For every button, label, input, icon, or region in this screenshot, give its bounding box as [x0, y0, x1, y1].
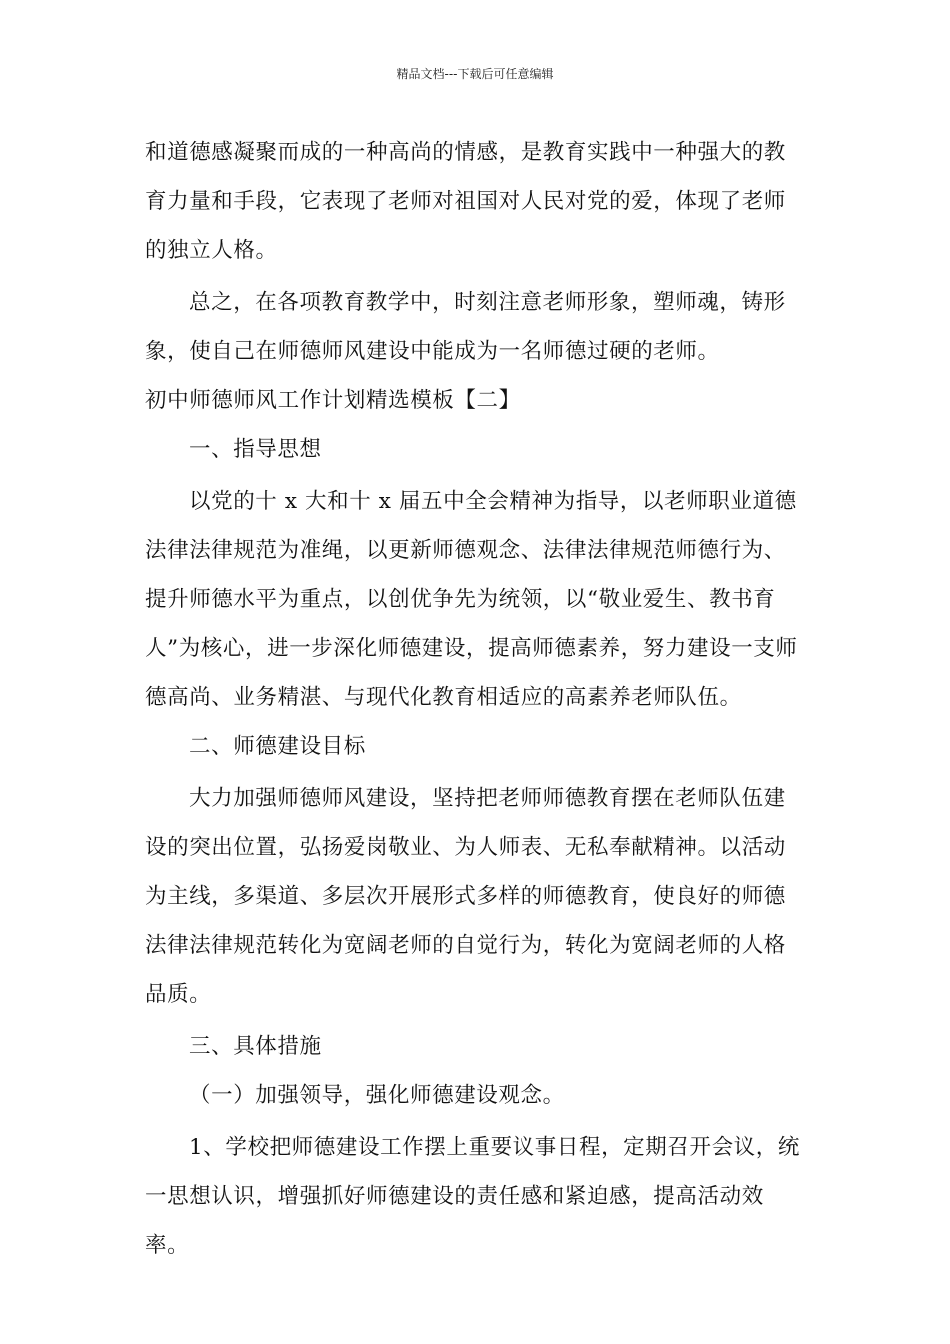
- page-header: 精品文档---下载后可任意编辑: [396, 67, 554, 81]
- paragraph-guiding-ideology: 以党的十 x 大和十 x 届五中全会精神为指导，以老师职业道德法律法律规范为准绳，以更新师德观念、法律法律规范师德行为、提升师德水平为重点，以创优争先为统领，以“敬业爱生、教书育人”为核心，进一步深化师德建设，提高师德素养，努力建设一支师德高尚、业务精湛、与现代化教育相适应的高素养老师队伍。: [145, 489, 798, 710]
- heading-specific-measures: 三、具体措施: [189, 1034, 322, 1059]
- document-body: [145, 128, 807, 1270]
- paragraph-ethics-goal: 大力加强师德师风建设，坚持把老师师德教育摆在老师队伍建设的突出位置，弘扬爱岗敬业、为人师表、无私奉献精神。以活动为主线，多渠道、多层次开展形式多样的师德教育，使良好的师德法律法律规范转化为宽阔老师的自觉行为，转化为宽阔老师的人格品质。: [145, 786, 786, 1007]
- subheading-leadership: （一）加强领导，强化师德建设观念。: [189, 1083, 565, 1108]
- heading-ethics-goal: 二、师德建设目标: [189, 734, 366, 759]
- paragraph-continuation: 和道德感凝聚而成的一种高尚的情感，是教育实践中一种强大的教育力量和手段，它表现了老师对祖国对人民对党的爱，体现了老师的独立人格。: [145, 140, 786, 263]
- paragraph-conclusion: 总之，在各项教育教学中，时刻注意老师形象，塑师魂，铸形象，使自己在师德师风建设中能成为一名师德过硬的老师。: [145, 290, 786, 364]
- heading-guiding-ideology: 一、指导思想: [189, 437, 322, 462]
- paragraph-measure-1: 1、学校把师德建设工作摆上重要议事日程，定期召开会议，统一思想认识，增强抓好师德建设的责任感和紧迫感，提高活动效率。: [145, 1135, 800, 1258]
- section-title: 初中师德师风工作计划精选模板【二】: [145, 388, 521, 413]
